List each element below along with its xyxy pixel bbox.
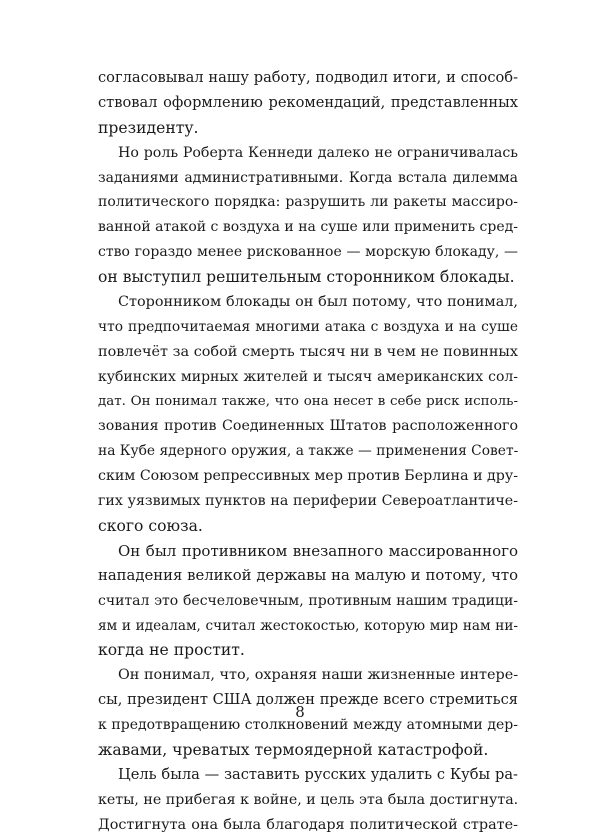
- text-line: дат. Он понимал также, что она несет в себе риск исполь-: [98, 393, 518, 409]
- text-line: повлечёт за собой смерть тысяч ни в чем не повинных: [98, 343, 518, 360]
- text-line: Он был противником внезапного массированного: [118, 541, 518, 560]
- paragraph: [98, 539, 518, 663]
- text-line: ванной атакой с воздуха и на суше или применить сред-: [98, 219, 518, 236]
- text-line: согласовывал нашу работу, подводил итоги, и способ-: [98, 69, 518, 86]
- text-line: Цель была — заставить русских удалить с Кубы ра-: [118, 765, 518, 783]
- text-line: к предотвращению столкновений между атомными дер-: [98, 717, 518, 734]
- text-line: считал это бесчеловечным, противным нашим традици-: [98, 592, 518, 609]
- page-number: 8: [295, 703, 305, 721]
- text-line: заданиями административными. Когда встала дилемма: [98, 169, 518, 186]
- text-line: политического порядка: разрушить ли ракеты массиро-: [98, 194, 518, 211]
- text-line: Но роль Роберта Кеннеди далеко не ограничивалась: [118, 144, 518, 161]
- text-line: Сторонником блокады он был потому, что понимал,: [118, 294, 518, 311]
- text-line: кубинских мирных жителей и тысяч американских сол-: [98, 368, 518, 385]
- text-line: нападения великой державы на малую и потому, что: [98, 566, 518, 584]
- text-line: ям и идеалам, считал жестокостью, которую мир нам ни-: [98, 617, 518, 634]
- text-line: президенту.: [98, 118, 199, 137]
- text-line: кеты, не прибегая к войне, и цель эта была достигнута.: [98, 791, 518, 808]
- paragraph: [98, 66, 518, 141]
- text-line: зования против Соединенных Штатов расположенного: [98, 418, 518, 435]
- text-line: ствовал оформлению рекомендаций, представленных: [98, 93, 518, 111]
- text-line: на Кубе ядерного оружия, а также — применения Совет-: [98, 443, 518, 460]
- text-line: когда не простит.: [98, 641, 245, 660]
- paragraph: [98, 141, 518, 290]
- text-line: Он понимал, что, охраняя наши жизненные интере-: [118, 667, 518, 684]
- paragraph: [98, 290, 518, 539]
- text-line: ским Союзом репрессивных мер против Берлина и дру-: [98, 468, 518, 485]
- text-line: ского союза.: [98, 517, 203, 536]
- text-line: что предпочитаемая многими атака с воздуха и на суше: [98, 318, 518, 335]
- text-line: гих уязвимых пунктов на периферии Североатлантиче-: [98, 493, 518, 510]
- text-line: ство гораздо менее рискованное — морскую блокаду, —: [98, 244, 518, 261]
- text-line: Достигнута она была благодаря политической страте-: [98, 816, 518, 833]
- paragraph: [98, 763, 518, 838]
- text-line: он выступил решительным сторонником блокады.: [98, 268, 515, 287]
- text-line: жавами, чреватых термоядерной катастрофой.: [98, 741, 489, 760]
- text-line: сы, президент США должен прежде всего стремиться: [98, 691, 518, 709]
